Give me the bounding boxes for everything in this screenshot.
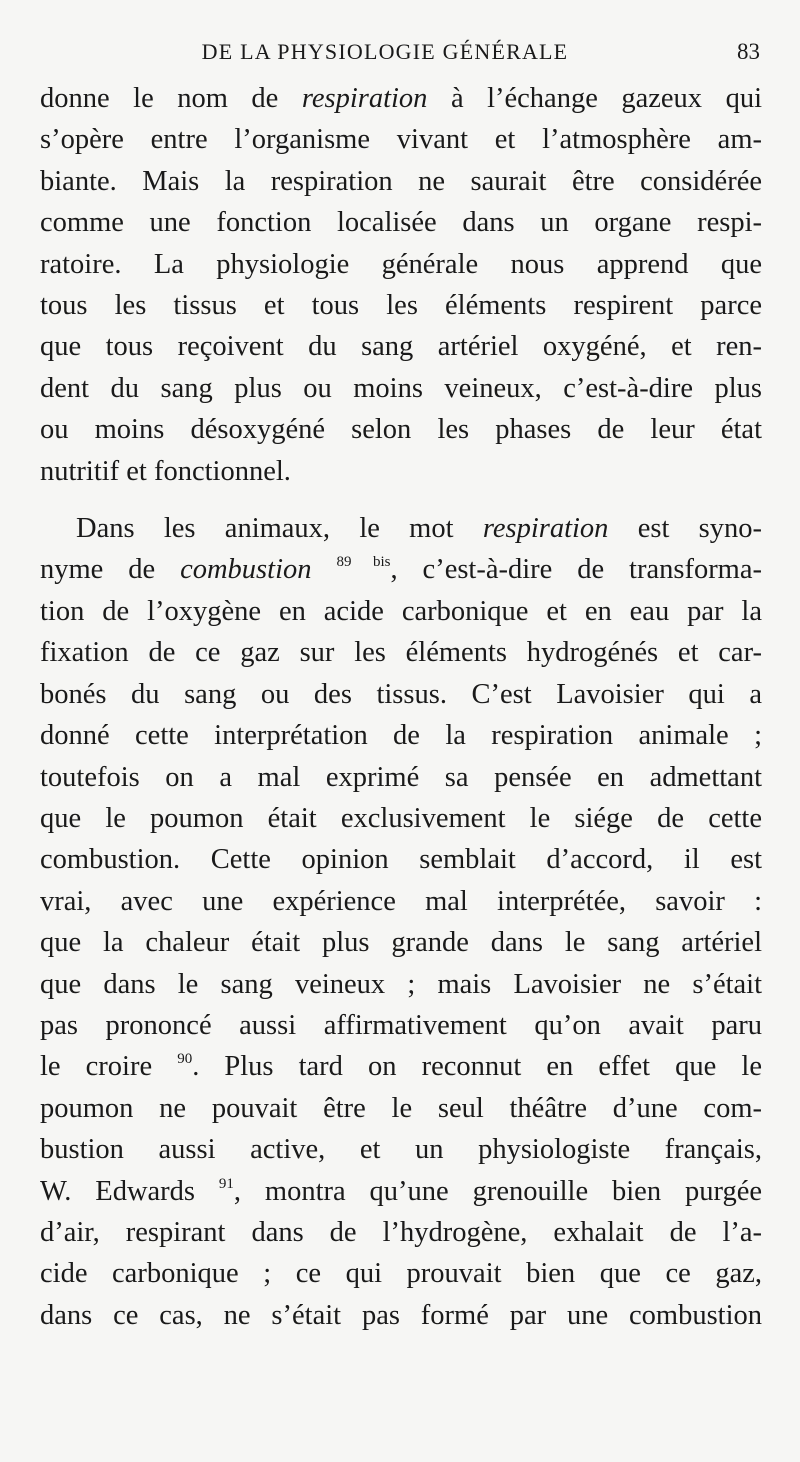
text-line bbox=[40, 839, 762, 880]
text-run: pas prononcé aussi affirmativement qu’on avait paru bbox=[40, 1009, 762, 1041]
text-run: bonés du sang ou des tissus. C’est Lavoisier qui a bbox=[40, 678, 762, 710]
text-line bbox=[40, 632, 762, 673]
text-run: tion de l’oxygène en acide carbonique et en eau par la bbox=[40, 595, 762, 627]
text-line bbox=[40, 1253, 762, 1294]
text-run: , c’est-à-dire de transforma- bbox=[390, 554, 762, 586]
text-line bbox=[40, 1005, 762, 1046]
text-line bbox=[40, 1171, 762, 1212]
italic-term: respiration bbox=[301, 83, 428, 114]
text-line bbox=[40, 244, 762, 285]
body-text bbox=[40, 78, 762, 1336]
text-line bbox=[40, 119, 762, 160]
text-line bbox=[40, 922, 762, 963]
text-run: s’opère entre l’organisme vivant et l’atmosphère am- bbox=[40, 124, 762, 156]
text-run: , montra qu’une grenouille bien purgée bbox=[233, 1175, 762, 1207]
running-head bbox=[40, 34, 760, 70]
text-line bbox=[40, 964, 762, 1005]
paragraph-1 bbox=[40, 78, 762, 492]
text-line bbox=[40, 508, 762, 549]
text-line bbox=[40, 1088, 762, 1129]
text-run: que la chaleur était plus grande dans le sang artériel bbox=[40, 927, 762, 959]
text-line bbox=[40, 1129, 762, 1170]
text-run: comme une fonction localisée dans un organe respi- bbox=[40, 207, 762, 239]
paragraph-2 bbox=[40, 508, 762, 1336]
text-run: nutritif et fonctionnel. bbox=[40, 455, 291, 487]
text-line bbox=[40, 1046, 762, 1087]
text-run: fixation de ce gaz sur les éléments hydrogénés et car- bbox=[40, 637, 762, 669]
text-line bbox=[40, 674, 762, 715]
footnote-ref: 89 bis bbox=[336, 554, 391, 571]
text-run: Dans les animaux, le mot bbox=[76, 513, 483, 545]
text-run: le croire bbox=[40, 1051, 178, 1083]
text-line bbox=[40, 285, 762, 326]
text-line bbox=[40, 78, 762, 119]
text-line bbox=[40, 1212, 762, 1253]
text-run: nyme de bbox=[40, 554, 181, 586]
text-run: ratoire. La physiologie générale nous apprend que bbox=[40, 248, 762, 280]
text-run: est syno- bbox=[608, 513, 762, 545]
text-run: . Plus tard on reconnut en effet que le bbox=[192, 1051, 762, 1083]
text-run: biante. Mais la respiration ne saurait être considérée bbox=[40, 165, 762, 197]
text-line bbox=[40, 881, 762, 922]
text-run: que dans le sang veineux ; mais Lavoisier ne s’était bbox=[40, 968, 762, 1000]
running-title: DE LA PHYSIOLOGIE GÉNÉRALE bbox=[201, 39, 569, 64]
italic-term: combustion bbox=[180, 554, 312, 586]
text-line bbox=[40, 202, 762, 243]
text-line bbox=[40, 326, 762, 367]
text-line bbox=[40, 591, 762, 632]
page-number: 83 bbox=[737, 39, 760, 64]
text-line bbox=[40, 451, 762, 492]
text-run: bustion aussi active, et un physiologiste français, bbox=[40, 1134, 762, 1166]
italic-term: respiration bbox=[482, 513, 609, 545]
text-line bbox=[40, 757, 762, 798]
text-run: dans ce cas, ne s’était pas formé par une combustion bbox=[40, 1299, 762, 1331]
footnote-ref: 90 bbox=[177, 1051, 193, 1068]
text-run: donne le nom de bbox=[40, 83, 302, 114]
text-run: d’air, respirant dans de l’hydrogène, exhalait de l’a- bbox=[40, 1216, 762, 1248]
text-run: W. Edwards bbox=[40, 1175, 219, 1207]
text-run: à l’échange gazeux qui bbox=[427, 83, 762, 114]
text-run: cide carbonique ; ce qui prouvait bien que ce gaz, bbox=[40, 1258, 762, 1290]
text-run: poumon ne pouvait être le seul théâtre d’une com- bbox=[40, 1092, 762, 1124]
text-line bbox=[40, 1295, 762, 1336]
text-run: combustion. Cette opinion semblait d’accord, il est bbox=[40, 844, 762, 876]
text-run: ou moins désoxygéné selon les phases de leur état bbox=[40, 414, 762, 446]
text-line bbox=[40, 409, 762, 450]
text-run: toutefois on a mal exprimé sa pensée en admettant bbox=[40, 761, 762, 793]
footnote-ref: 91 bbox=[218, 1175, 234, 1192]
text-run: donné cette interprétation de la respiration animale ; bbox=[40, 720, 762, 752]
text-line bbox=[40, 715, 762, 756]
text-line bbox=[40, 161, 762, 202]
text-run: dent du sang plus ou moins veineux, c’est-à-dire plus bbox=[40, 372, 762, 404]
text-run: vrai, avec une expérience mal interprétée, savoir : bbox=[40, 885, 762, 917]
text-line bbox=[40, 798, 762, 839]
text-run: que tous reçoivent du sang artériel oxygéné, et ren- bbox=[40, 331, 762, 363]
text-run bbox=[312, 554, 337, 585]
text-line bbox=[40, 368, 762, 409]
text-run: que le poumon était exclusivement le siége de cette bbox=[40, 802, 762, 834]
text-line bbox=[40, 549, 762, 590]
text-run: tous les tissus et tous les éléments respirent parce bbox=[40, 290, 762, 322]
